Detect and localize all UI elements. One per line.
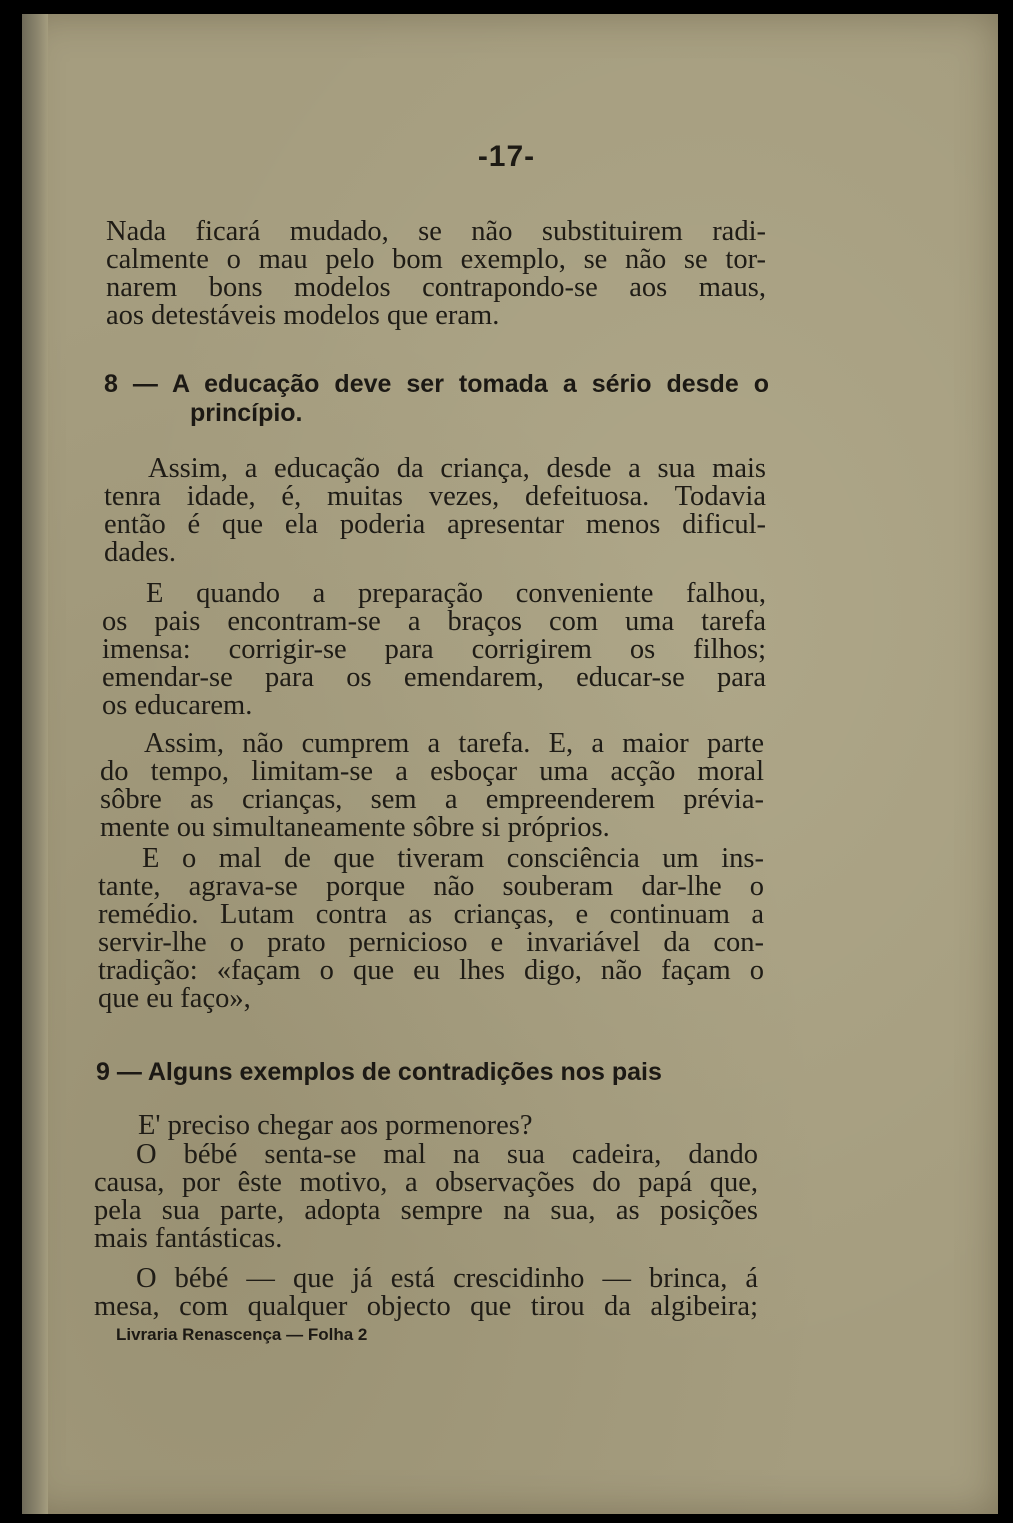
text-line: Assim, não cumprem a tarefa. E, a maior parte [144, 728, 764, 759]
text-line: tenra idade, é, muitas vezes, defeituosa. Todavia [104, 481, 766, 512]
text-line: que eu faço», [98, 983, 251, 1014]
text-line: causa, por êste motivo, a observações do papá que, [94, 1167, 758, 1198]
text-line: do tempo, limitam-se a esboçar uma acção moral [100, 756, 764, 787]
text-line: O bébé senta-se mal na sua cadeira, dando [136, 1139, 758, 1170]
text-line: narem bons modelos contrapondo-se aos maus, [106, 272, 766, 303]
heading-line: princípio. [190, 399, 303, 427]
text-line: E quando a preparação conveniente falhou, [146, 578, 766, 609]
text-line: mente ou simultaneamente sôbre si próprios. [100, 812, 610, 843]
section-heading-8 [104, 370, 769, 428]
text-line: pela sua parte, adopta sempre na sua, as posições [94, 1195, 758, 1226]
text-line: E' preciso chegar aos pormenores? [138, 1110, 533, 1141]
text-line: imensa: corrigir-se para corrigirem os filhos; [102, 634, 766, 665]
paragraph-3 [102, 580, 766, 720]
text-line: E o mal de que tiveram consciência um ins- [142, 843, 764, 874]
footer-signature: Livraria Renascença — Folha 2 [116, 1325, 368, 1344]
text-line: tante, agrava-se porque não souberam dar-lhe o [98, 871, 764, 902]
text-line: O bébé — que já está crescidinho — brinca, á [136, 1263, 758, 1294]
text-line: Nada ficará mudado, se não substituirem radi- [106, 216, 766, 247]
paragraph-5 [98, 845, 764, 1013]
text-line: calmente o mau pelo bom exemplo, se não se tor- [106, 244, 766, 275]
heading-line: 9 — Alguns exemplos de contradições nos pais [96, 1058, 662, 1086]
paragraph-7 [94, 1141, 758, 1253]
paragraph-8 [94, 1265, 758, 1321]
heading-line: 8 — A educação deve ser tomada a sério desde o [104, 370, 769, 398]
text-line: mesa, com qualquer objecto que tirou da algibeira; [94, 1291, 758, 1322]
text-line: tradição: «façam o que eu lhes digo, não façam o [98, 955, 764, 986]
paragraph-4 [100, 730, 764, 842]
book-spine [22, 14, 48, 1514]
text-line: então é que ela poderia apresentar menos dificul- [104, 509, 766, 540]
text-line: Assim, a educação da criança, desde a sua mais [148, 453, 766, 484]
text-line: aos detestáveis modelos que eram. [106, 300, 500, 331]
text-line: dades. [104, 537, 177, 568]
text-line: emendar-se para os emendarem, educar-se para [102, 662, 766, 693]
text-line: mais fantásticas. [94, 1223, 283, 1254]
page-number: -17- [477, 140, 536, 173]
text-line: sôbre as crianças, sem a empreenderem prévia- [100, 784, 764, 815]
text-line: os pais encontram-se a braços com uma tarefa [102, 606, 766, 637]
paragraph-1 [106, 218, 766, 330]
section-heading-9 [96, 1058, 736, 1087]
paragraph-2 [104, 455, 766, 567]
paragraph-6 [96, 1112, 760, 1140]
text-line: remédio. Lutam contra as crianças, e continuam a [98, 899, 764, 930]
text-line: os educarem. [102, 690, 253, 721]
text-line: servir-lhe o prato pernicioso e invariável da con- [98, 927, 764, 958]
